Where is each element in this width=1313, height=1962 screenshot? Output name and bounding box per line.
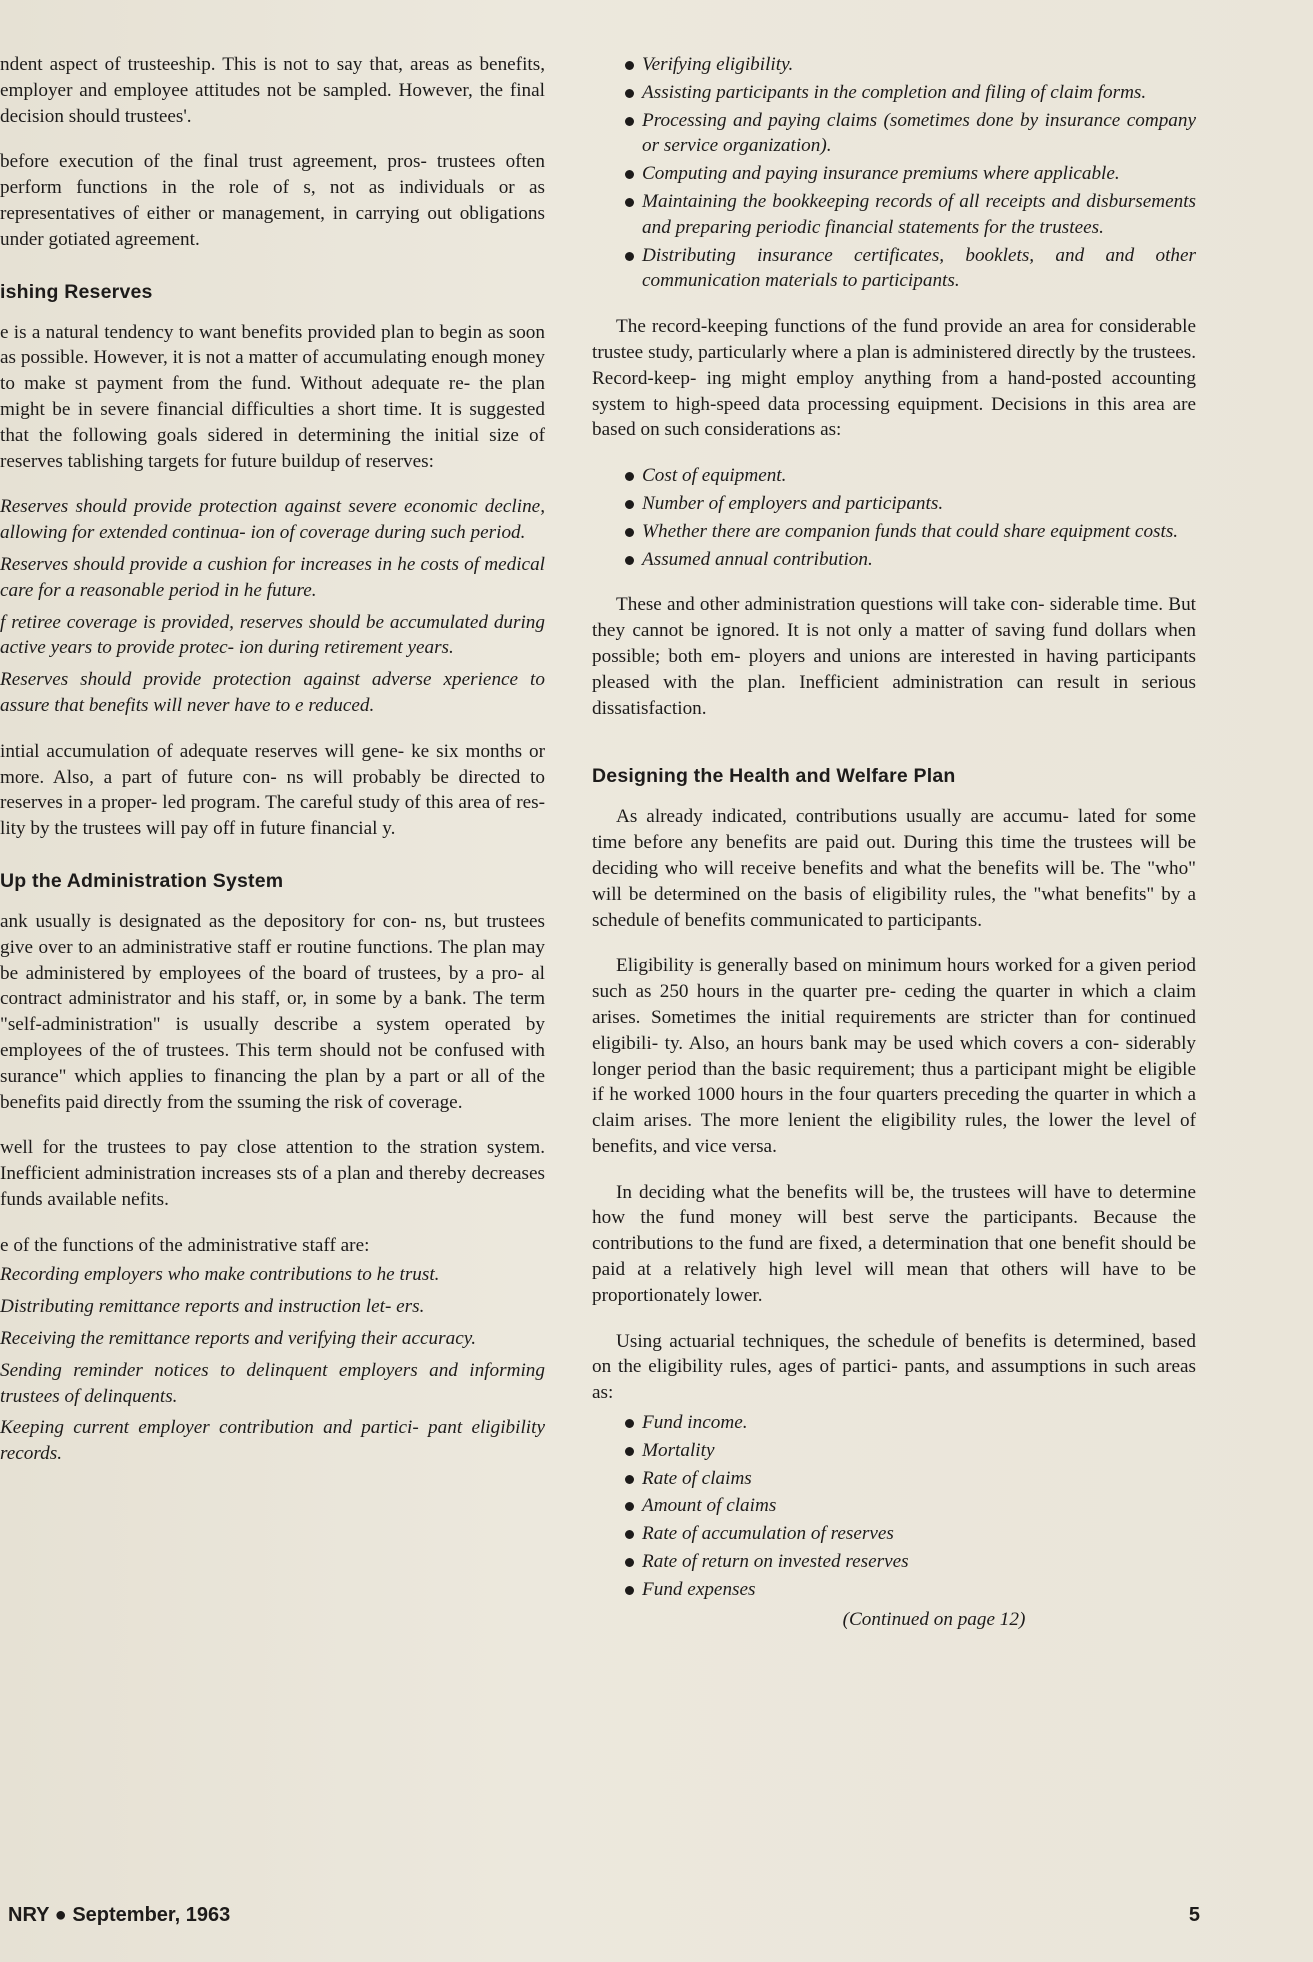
list-item: Fund expenses [592, 1577, 1196, 1603]
list-item: Rate of claims [592, 1466, 1196, 1492]
paragraph: e of the functions of the administrative staff are: [0, 1234, 370, 1256]
list-item: Distributing insurance certificates, booklets, and and other communication materials to participants. [592, 243, 1196, 295]
page-number: 5 [1188, 1904, 1200, 1926]
section-heading-design: Designing the Health and Welfare Plan [592, 765, 956, 788]
bullet-icon [625, 1586, 634, 1595]
list-item: Maintaining the bookkeeping records of all receipts and disbursements and preparing periodic financial statements for the trustees. [592, 189, 1196, 241]
bullet-icon [625, 198, 634, 207]
bullet-icon [625, 61, 634, 70]
paragraph: ndent aspect of trusteeship. This is not to say that, areas as benefits, employer and employee attitudes not be sampled. However, the final decision should trustees'. [0, 54, 545, 127]
list-item: f retiree coverage is provided, reserves should be accumulated during active years to provide protec- ion during retirement years. [0, 611, 545, 659]
bullet-icon [625, 1419, 634, 1428]
assumptions-list [592, 1410, 1196, 1603]
paragraph: before execution of the final trust agreement, pros- trustees often perform functions in the role of s, not as individuals or as representatives of either or management, in carrying out obligations under gotiated agreement. [0, 151, 545, 250]
section-heading-reserves: ishing Reserves [0, 280, 153, 303]
bullet-icon [625, 170, 634, 179]
list-item: Reserves should provide protection against severe economic decline, allowing for extended continua- ion of coverage during such period. [0, 496, 545, 544]
paragraph: As already indicated, contributions usually are accumu- lated for some time before any benefits are paid out. During this time the trustees will be deciding who will receive benefits and what the benefits will be. The "who" will be determined on the basis of eligibility rules, the "what benefits" by a schedule of benefits communicated to participants. [592, 806, 1196, 931]
list-item: Processing and paying claims (sometimes done by insurance company or service organization). [592, 108, 1196, 160]
considerations-list [592, 463, 1196, 572]
list-item: Distributing remittance reports and instruction let- ers. [0, 1296, 425, 1318]
continued-note: (Continued on page 12) [842, 1608, 1026, 1630]
section-heading-administration: Up the Administration System [0, 869, 284, 892]
paragraph: The record-keeping functions of the fund provide an area for considerable trustee study, particularly where a plan is administered directly by the trustees. Record-keep- ing might employ anything from a hand-posted accounting system to high-speed data processing equipment. Decisions in this area are based on such considerations as: [592, 316, 1196, 441]
list-item: Cost of equipment. [592, 463, 1196, 489]
bullet-icon [625, 89, 634, 98]
paragraph: Eligibility is generally based on minimum hours worked for a given period such as 250 hours in the quarter pre- ceding the quarter in which a claim arises. Sometimes the initial requirements are stricter than for continued eligibili- ty. Also, an hours bank may be used which covers a con- siderably longer period than the basic requirement; thus a participant might be eligible if he worked 1000 hours in the four quarters preceding the quarter in which a claim arises. The more lenient the eligibility rules, the lower the level of benefits, and vice versa. [592, 955, 1196, 1157]
list-item: Assisting participants in the completion and filing of claim forms. [592, 80, 1196, 106]
right-column [592, 52, 1196, 1631]
paragraph: ank usually is designated as the depository for con- ns, but trustees give over to an administrative staff er routine functions. The plan may be administered by employees of the board of trustees, by a pro- al contract administrator and his staff, or, in some by a bank. The term "self-administration" is usually describe a system operated by employees of the of trustees. This term should not be confused with surance" which applies to financing the plan by a part or all of the benefits paid directly from the ssuming the risk of coverage. [0, 910, 545, 1113]
list-item: Recording employers who make contributions to he trust. [0, 1264, 440, 1286]
bullet-icon [625, 500, 634, 509]
paragraph: These and other administration questions will take con- siderable time. But they cannot be ignored. It is not only a matter of saving fund dollars when possible; both em- ployers and unions are interested in having participants pleased with the plan. Inefficient administration can result in serious dissatisfaction. [592, 594, 1196, 719]
bullet-icon [625, 117, 634, 126]
admin-functions-continued-list [592, 52, 1196, 294]
list-item: Assumed annual contribution. [592, 547, 1196, 573]
bullet-icon [625, 1502, 634, 1511]
list-item: Rate of return on invested reserves [592, 1549, 1196, 1575]
bullet-icon [625, 1530, 634, 1539]
list-item: Sending reminder notices to delinquent employers and informing trustees of delinquents. [0, 1359, 545, 1407]
paragraph: intial accumulation of adequate reserves will gene- ke six months or more. Also, a part of future con- ns will probably be directed to reserves in a proper- led program. The careful study of this area of res- lity by the trustees will pay off in future financial y. [0, 740, 545, 840]
paragraph: e is a natural tendency to want benefits provided plan to begin as soon as possible. However, it is not a matter of accumulating enough money to make st payment from the fund. Without adequate re- the plan might be in severe financial difficulties a short time. It is suggested that the following goals sidered in determining the initial size of reserves tablishing targets for future buildup of reserves: [0, 321, 545, 472]
admin-functions-list [0, 1262, 545, 1467]
list-item: Number of employers and participants. [592, 491, 1196, 517]
footer-issue-date: NRY ● September, 1963 [8, 1904, 231, 1926]
bullet-icon [625, 472, 634, 481]
list-item: Keeping current employer contribution and partici- pant eligibility records. [0, 1417, 545, 1465]
list-item: Reserves should provide a cushion for increases in he costs of medical care for a reasonable period in he future. [0, 553, 545, 601]
list-item: Computing and paying insurance premiums where applicable. [592, 161, 1196, 187]
bullet-icon [625, 1558, 634, 1567]
list-item: Whether there are companion funds that could share equipment costs. [592, 519, 1196, 545]
paragraph: In deciding what the benefits will be, the trustees will have to determine how the fund money will best serve the participants. Because the contributions to the fund are fixed, a determination that one benefit should be paid at a relatively high level will mean that others will have to be proportionately lower. [592, 1181, 1196, 1306]
bullet-icon [625, 528, 634, 537]
bullet-icon [625, 1475, 634, 1484]
list-item: Rate of accumulation of reserves [592, 1521, 1196, 1547]
reserves-goals-list [0, 494, 545, 718]
bullet-icon [625, 1447, 634, 1456]
left-column [0, 52, 545, 1487]
bullet-icon [625, 556, 634, 565]
list-item: Reserves should provide protection against adverse xperience to assure that benefits will never have to e reduced. [0, 669, 545, 716]
list-item: Mortality [592, 1438, 1196, 1464]
list-item: Verifying eligibility. [592, 52, 1196, 78]
paragraph: Using actuarial techniques, the schedule of benefits is determined, based on the eligibility rules, ages of partici- pants, and assumptions in such areas as: [592, 1330, 1196, 1404]
bullet-icon [625, 252, 634, 261]
list-item: Amount of claims [592, 1493, 1196, 1519]
list-item: Fund income. [592, 1410, 1196, 1436]
paragraph: well for the trustees to pay close attention to the stration system. Inefficient administration increases sts of a plan and thereby decreases funds available nefits. [0, 1137, 545, 1210]
list-item: Receiving the remittance reports and verifying their accuracy. [0, 1328, 476, 1350]
